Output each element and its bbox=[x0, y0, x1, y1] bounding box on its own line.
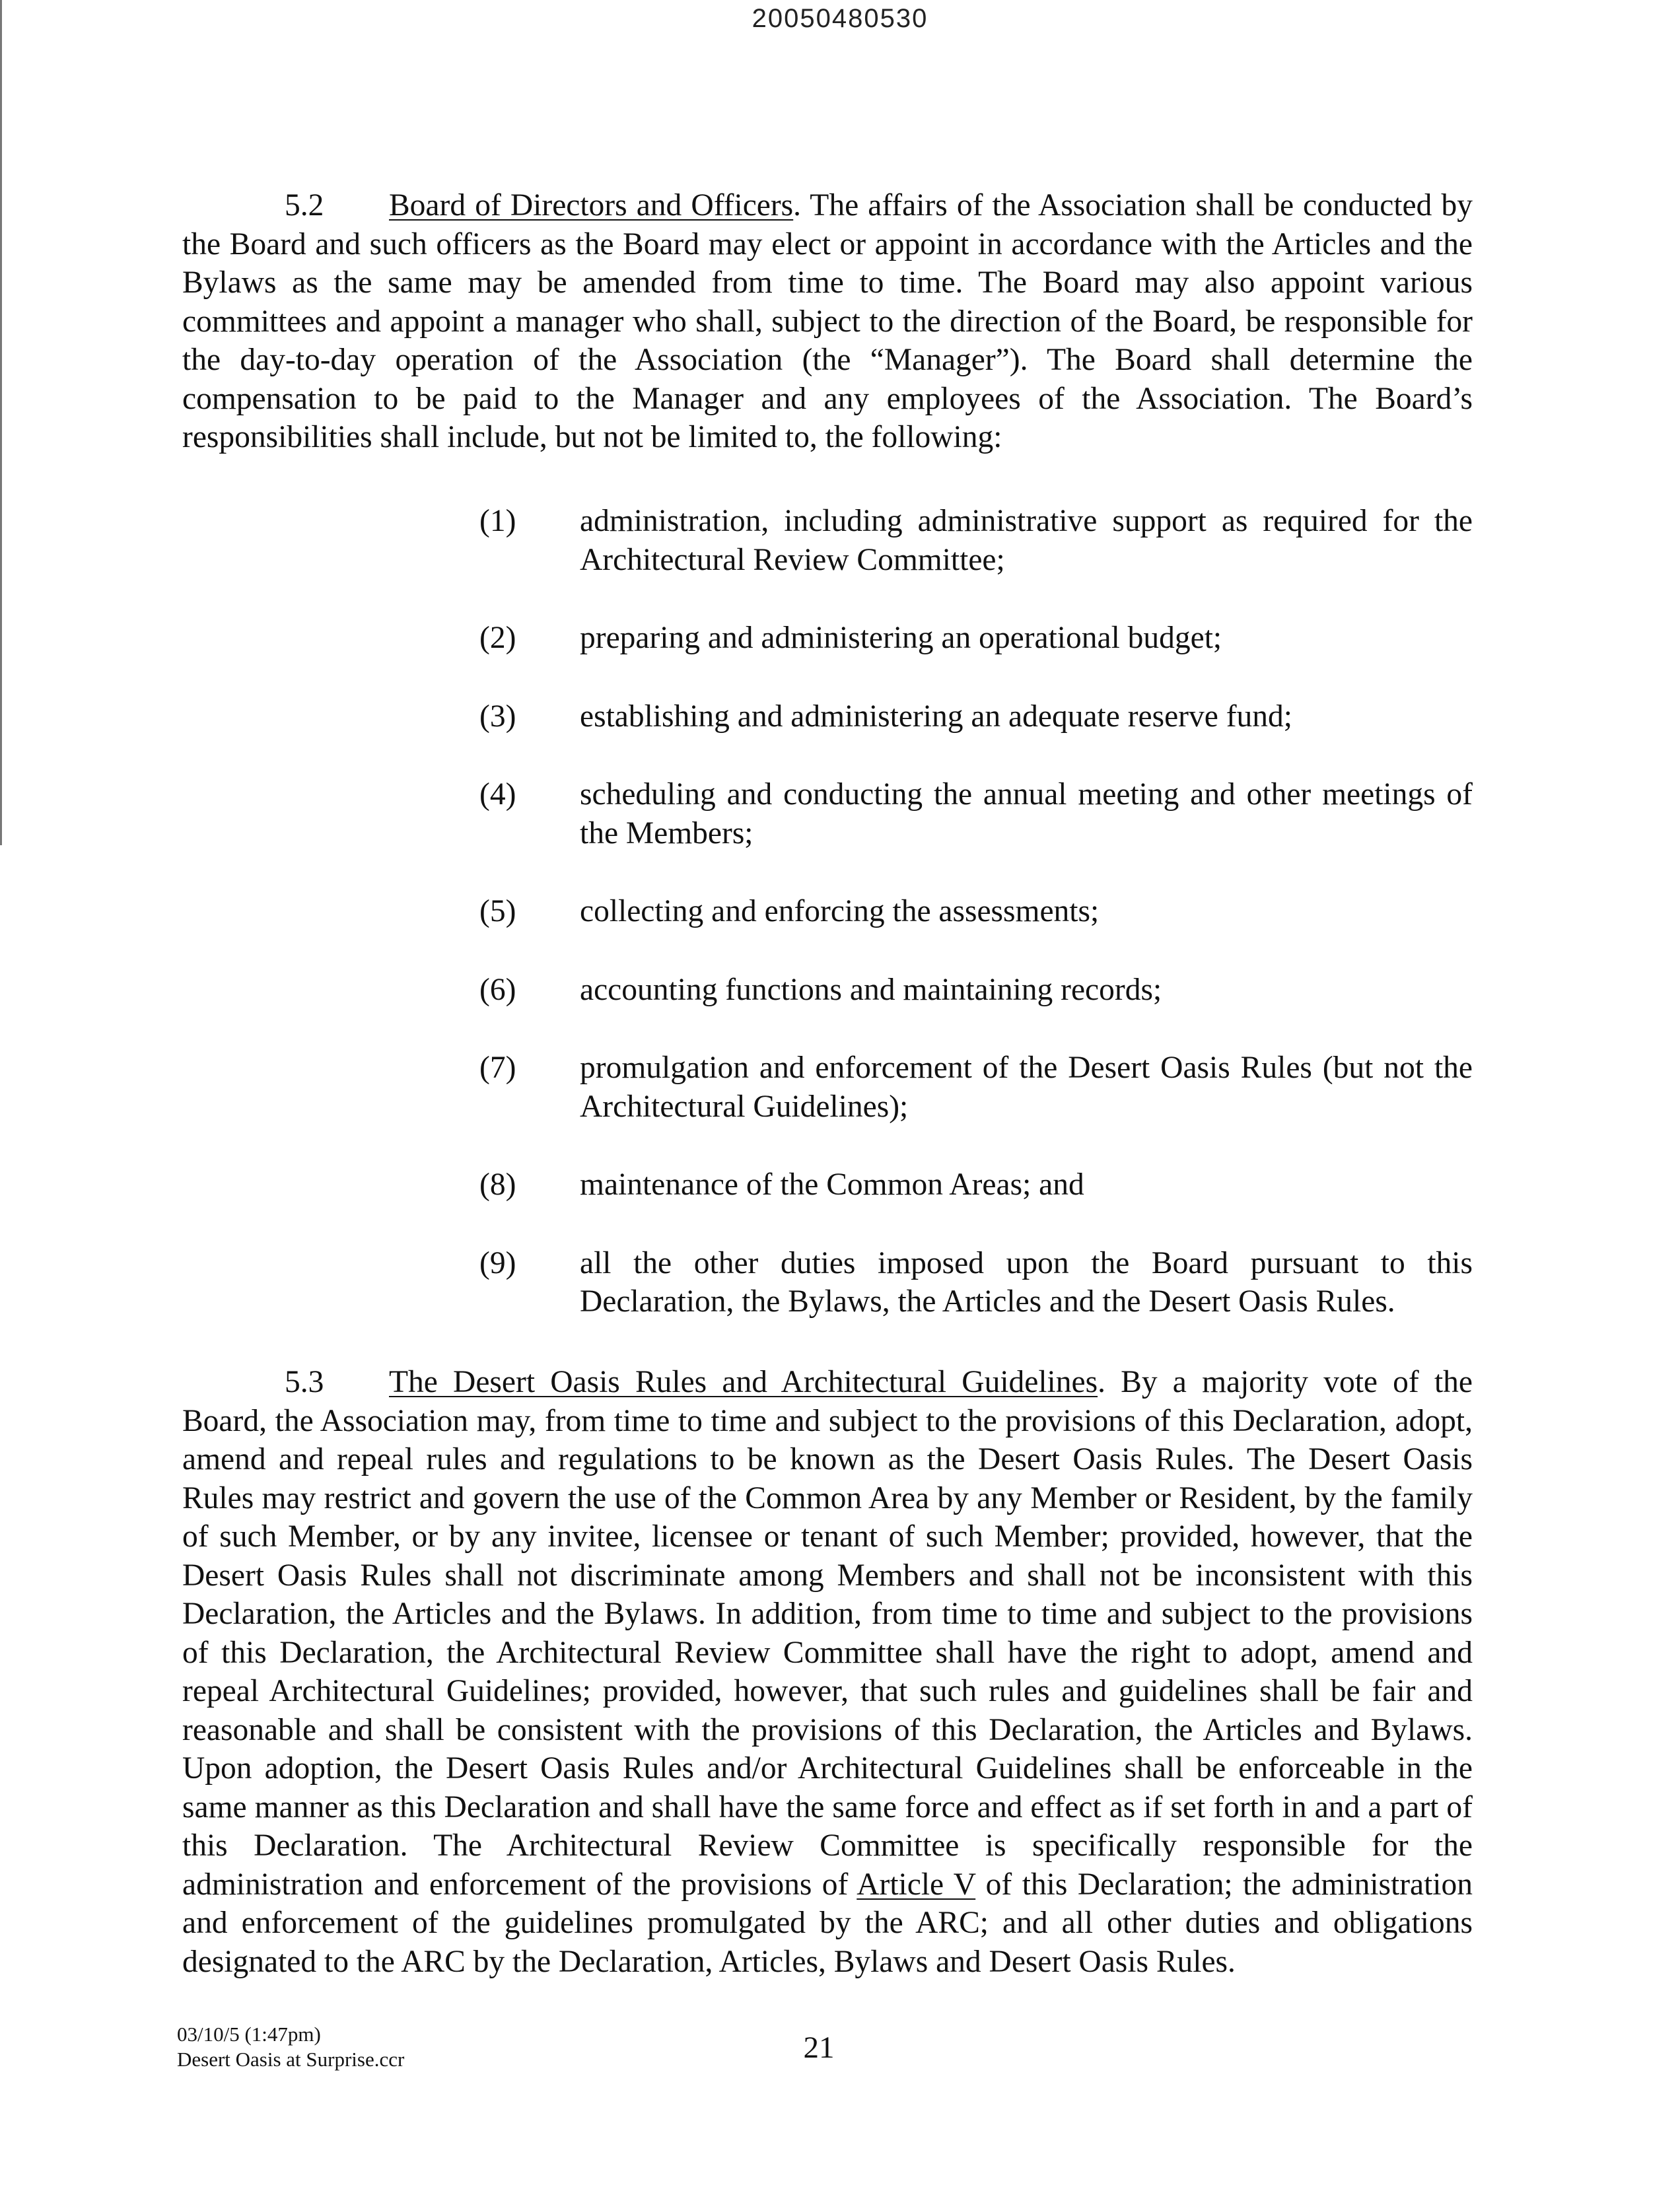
list-item bbox=[479, 502, 1473, 579]
item-number: (3) bbox=[479, 699, 516, 734]
section-body: . The affairs of the Association shall be conducted by the Board and such officers as the Board may elect or appoint in accordance with the Articles and the Bylaws as the same may be amended from time to time. The Board may also appoint various committees and appoint a manager who shall, subject to the direction of the Board, be responsible for the day-to-day operation of the Association (the “Manager”). The Board shall determine the compensation to be paid to the Manager and any employees of the Association. The Board’s responsibilities shall include, but not be limited to, the following: bbox=[182, 188, 1473, 454]
item-text: promulgation and enforcement of the Desert Oasis Rules (but not the Architectural Guidelines); bbox=[580, 1051, 1473, 1124]
document-number: 20050480530 bbox=[752, 4, 928, 33]
item-number: (1) bbox=[479, 504, 516, 538]
list-item bbox=[479, 775, 1473, 852]
scan-edge-line bbox=[0, 0, 2, 845]
item-text: maintenance of the Common Areas; and bbox=[580, 1167, 1084, 1202]
list-item bbox=[479, 1244, 1473, 1321]
item-number: (4) bbox=[479, 777, 516, 812]
item-text: accounting functions and maintaining records; bbox=[580, 972, 1162, 1007]
section-number: 5.3 bbox=[285, 1365, 324, 1399]
item-number: (5) bbox=[479, 894, 516, 928]
list-item bbox=[479, 1049, 1473, 1126]
footer-file-info bbox=[177, 2022, 404, 2072]
list-item bbox=[479, 697, 1473, 736]
section-body-part-1: . By a majority vote of the Board, the Association may, from time to time and subject to the provisions of this Declaration, adopt, amend and repeal rules and regulations to be known as the Desert Oasis Rules. The Desert Oasis Rules may restrict and govern the use of the Common Area by any Member or Resident, by the family of such Member, or by any invitee, licensee or tenant of such Member; provided, however, that the Desert Oasis Rules shall not discriminate among Members and shall not be inconsistent with this Declaration, the Articles and the Bylaws. In addition, from time to time and subject to the provisions of this Declaration, the Architectural Review Committee shall have the right to adopt, amend and repeal Architectural Guidelines; provided, however, that such rules and guidelines shall be fair and reasonable and shall be consistent with the provisions of this Declaration, the Articles and Bylaws. Upon adoption, the Desert Oasis Rules and/or Architectural Guidelines shall be enforceable in the same manner as this Declaration and shall have the same force and effect as if set forth in and a part of this Declaration. The Architectural Review Committee is specifically responsible for the administration and enforcement of the provisions of bbox=[182, 1365, 1473, 1902]
item-text: all the other duties imposed upon the Board pursuant to this Declaration, the Bylaws, the Articles and the Desert Oasis Rules. bbox=[580, 1245, 1473, 1319]
list-item bbox=[479, 971, 1473, 1010]
article-reference: Article V bbox=[857, 1867, 976, 1902]
board-responsibilities-list bbox=[479, 502, 1473, 1361]
page-number: 21 bbox=[803, 2031, 835, 2065]
footer-date: 03/10/5 (1:47pm) bbox=[177, 2023, 321, 2046]
list-item bbox=[479, 892, 1473, 931]
section-5-2 bbox=[182, 186, 1473, 457]
item-text: establishing and administering an adequate reserve fund; bbox=[580, 699, 1292, 734]
item-number: (7) bbox=[479, 1051, 516, 1085]
section-title: The Desert Oasis Rules and Architectural Guidelines bbox=[389, 1365, 1098, 1399]
list-item bbox=[479, 619, 1473, 658]
item-text: scheduling and conducting the annual meeting and other meetings of the Members; bbox=[580, 777, 1473, 850]
section-5-3 bbox=[182, 1363, 1473, 1981]
section-number: 5.2 bbox=[285, 188, 324, 223]
item-text: preparing and administering an operational budget; bbox=[580, 621, 1222, 655]
item-text: collecting and enforcing the assessments; bbox=[580, 894, 1100, 928]
item-number: (6) bbox=[479, 972, 516, 1007]
section-body-part-2: of this Declaration; the administration and enforcement of the guidelines promulgated by the ARC; and all other duties and obligations designated to the ARC by the Declaration, Articles, Bylaws and Desert Oasis Rules. bbox=[182, 1867, 1473, 1979]
list-item bbox=[479, 1165, 1473, 1204]
item-number: (9) bbox=[479, 1245, 516, 1280]
item-text: administration, including administrative support as required for the Architectural Review Committee; bbox=[580, 504, 1473, 577]
section-title: Board of Directors and Officers bbox=[389, 188, 794, 223]
item-number: (2) bbox=[479, 621, 516, 655]
item-number: (8) bbox=[479, 1167, 516, 1202]
footer-filename: Desert Oasis at Surprise.ccr bbox=[177, 2048, 405, 2071]
